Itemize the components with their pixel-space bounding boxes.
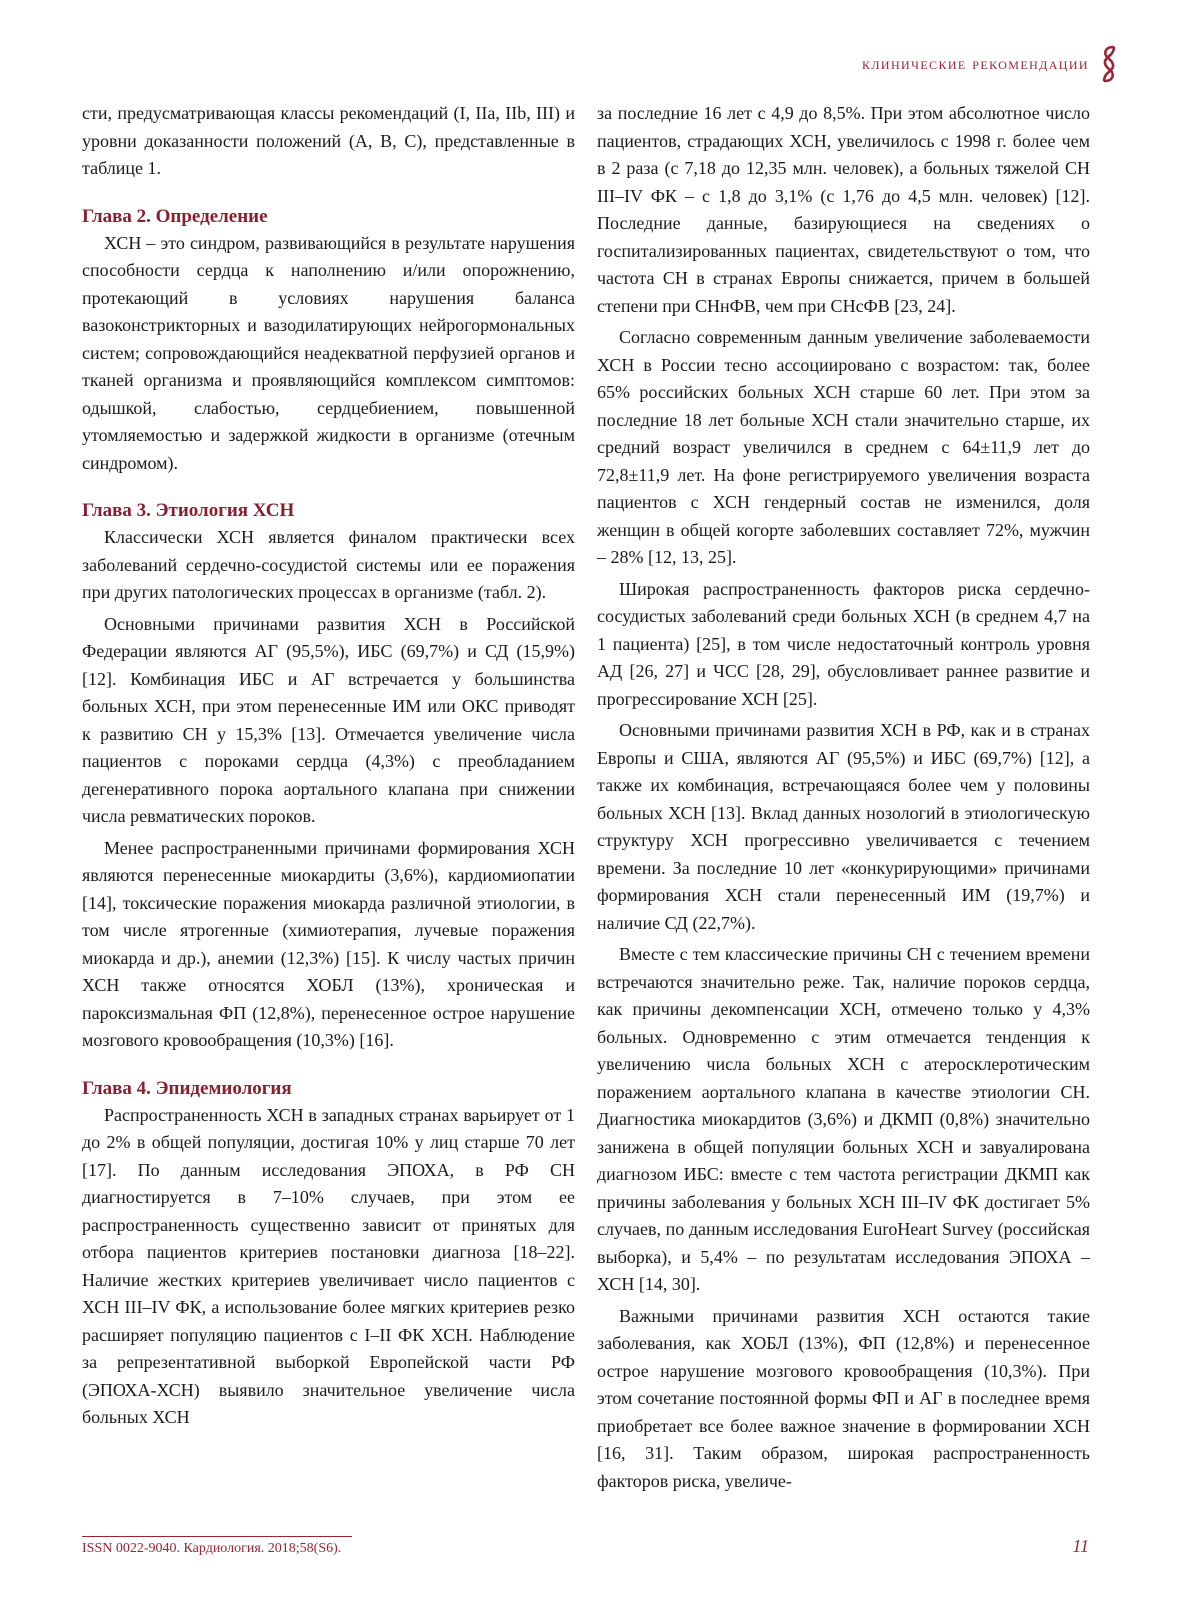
running-header-title: клинические рекомендации [861,54,1089,73]
left-column [82,100,575,1436]
chapter-4-heading: Глава 4. Эпидемиология [82,1077,292,1099]
chapter-2-paragraph: ХСН – это синдром, развивающийся в результате нарушения способности сердца к наполнению и/или опорожнению, протекающий в условиях нарушения баланса вазоконстрикторных и вазодилатирующих нейрогормональных систем; сопровождающийся неадекватной перфузией органов и тканей организма и проявляющийся комплексом симптомов: одышкой, слабостью, сердцебиением, повышенной утомляемостью и задержкой жидкости в организме (отечным синдромом). [82,232,575,473]
epidemiology-paragraph-4: Основными причинами развития ХСН в РФ, как и в странах Европы и США, являются АГ (95,5%) и ИБС (69,7%) [12], а также их комбинация, встречающаяся более чем у половины больных ХСН [13]. Вклад данных нозологий в этиологическую структуру ХСН прогрессивно увеличивается с течением времени. За последние 10 лет «конкурирующими» причинами формирования ХСН стали перенесенный ИМ (19,7%) и наличие СД (22,7%). [597,720,1090,933]
running-header [862,44,1119,84]
intro-paragraph: сти, предусматривающая классы рекомендаций (I, IIa, IIb, III) и уровни доказанности положений (A, B, C), представленные в таблице 1. [82,103,575,178]
chapter-2-heading: Глава 2. Определение [82,205,268,227]
epidemiology-paragraph-3: Широкая распространенность факторов риска сердечно-сосудистых заболеваний среди больных ХСН (в среднем 4,7 на 1 пациента) [25], в том числе недостаточный контроль уровня АД [26, 27] и ЧСС [28, 29], обусловливает раннее развитие и прогрессирование ХСН [25]. [597,578,1090,709]
epidemiology-paragraph-2: Согласно современным данным увеличение заболеваемости ХСН в России тесно ассоциировано с возрастом: так, более 65% российских больных ХСН старше 60 лет. При этом за последние 18 лет больные ХСН стали значительно старше, их средний возраст увеличился в среднем с 64±11,9 лет до 72,8±11,9 лет. На фоне регистрируемого увеличения возраста пациентов с ХСН гендерный состав не изменился, доля женщин в общей когорте заболевших составляет 72%, мужчин – 28% [12, 13, 25]. [597,327,1090,567]
page-number: 11 [1072,1536,1089,1556]
section-sign-logo-icon [1099,44,1119,84]
chapter-4-paragraph-1: Распространенность ХСН в западных странах варьирует от 1 до 2% в общей популяции, достигая 10% у лиц старше 70 лет [17]. По данным исследования ЭПОХА, в РФ СН диагностируется в 7–10% случаев, при этом ее распространенность существенно зависит от принятых для отбора пациентов критериев постановки диагноза [18–22]. Наличие жестких критериев увеличивает число пациентов с ХСН III–IV ФК, а использование более мягких критериев резко расширяет популяцию пациентов с I–II ФК ХСН. Наблюдение за репрезентативной выборкой Европейской части РФ (ЭПОХА-ХСН) выявило значительное увеличение числа больных ХСН [82,1104,575,1427]
chapter-3-paragraph-1: Классически ХСН является финалом практически всех заболеваний сердечно-сосудистой системы или ее поражения при других патологических процессах в организме (табл. 2). [82,527,575,602]
chapter-3-paragraph-3: Менее распространенными причинами формирования ХСН являются перенесенные миокардиты (3,6%), кардиомиопатии [14], токсические поражения миокарда различной этиологии, в том числе ятрогенные (химиотерапия, лучевые поражения миокарда и др.), анемии (12,3%) [15]. К числу частых причин ХСН также относятся ХОБЛ (13%), хроническая и пароксизмальная ФП (12,8%), перенесенное острое нарушение мозгового кровообращения (10,3%) [16]. [82,837,575,1050]
right-column [597,100,1090,1499]
epidemiology-paragraph-5: Вместе с тем классические причины СН с течением времени встречаются значительно реже. Так, наличие пороков сердца, как причины декомпенсации ХСН, отмечено только у 4,3% больных. Одновременно с этим отмечается тенденция к увеличению числа больных ХСН с атеросклеротическим поражением аортального клапана в качестве этиологии СН. Диагностика миокардитов (3,6%) и ДКМП (0,8%) значительно занижена в общей популяции больных ХСН и завуалирована диагнозом ИБС: вместе с тем частота регистрации ДКМП как причины заболевания у больных ХСН III–IV ФК достигает 5% случаев, по данным исследования EuroHeart Survey (российская выборка), и 5,4% – по результатам исследования ЭПОХА – ХСН [14, 30]. [597,944,1090,1294]
epidemiology-paragraph-6: Важными причинами развития ХСН остаются такие заболевания, как ХОБЛ (13%), ФП (12,8%) и перенесенное острое нарушение мозгового кровообращения (10,3%). При этом сочетание постоянной формы ФП и АГ в последнее время приобретает все более важное значение в формировании ХСН [16, 31]. Таким образом, широкая распространенность факторов риска, увеличе- [597,1305,1090,1491]
epidemiology-paragraph-1: за последние 16 лет с 4,9 до 8,5%. При этом абсолютное число пациентов, страдающих ХСН, увеличилось с 1998 г. более чем в 2 раза (с 7,18 до 12,35 млн. человек), а больных тяжелой СН III–IV ФК – с 1,8 до 3,1% (с 1,76 до 4,5 млн. человек) [12]. Последние данные, базирующиеся на сведениях о госпитализированных пациентах, свидетельствуют о том, что частота СН в странах Европы снижается, причем в большей степени при СНнФВ, чем при СНсФВ [23, 24]. [597,103,1090,316]
chapter-3-heading: Глава 3. Этиология ХСН [82,500,295,521]
footer-journal-citation: ISSN 0022-9040. Кардиология. 2018;58(S6). [82,1541,342,1556]
chapter-3-paragraph-2: Основными причинами развития ХСН в Российской Федерации являются АГ (95,5%), ИБС (69,7%) и СД (15,9%) [12]. Комбинация ИБС и АГ встречается у большинства больных ХСН, при этом перенесенные ИМ или ОКС приводят к развитию СН у 15,3% [13]. Отмечается увеличение числа пациентов с пороками сердца (4,3%) с преобладанием дегенеративного порока аортального клапана при снижении числа ревматических пороков. [82,613,575,826]
footer-divider [82,1536,352,1537]
